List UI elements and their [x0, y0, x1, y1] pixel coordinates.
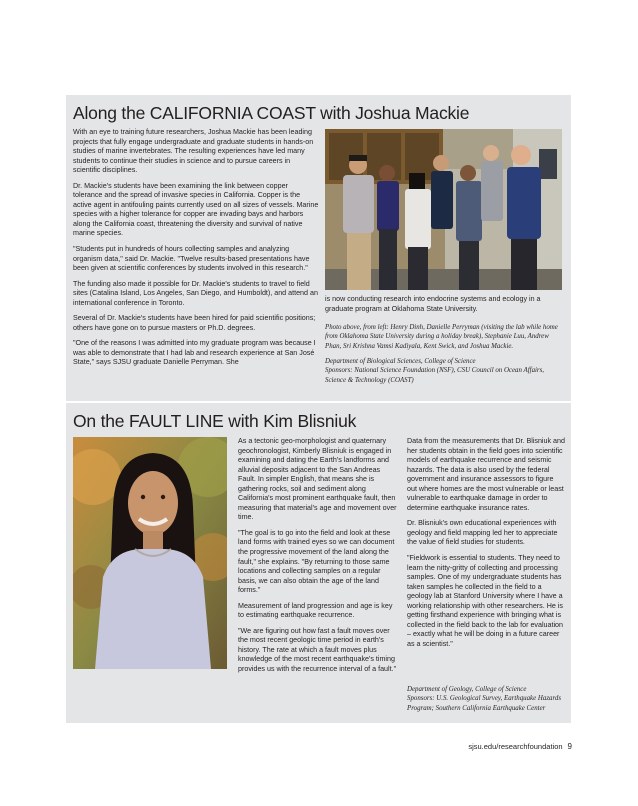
article-body-fault-col2: [407, 437, 565, 655]
department-line: Department of Geology, College of Science: [407, 686, 527, 693]
group-photo-image: [325, 129, 562, 290]
continuation-text: is now conducting research into endocrine systems and ecology in a graduate program at Oklahoma State University.: [325, 295, 541, 313]
paragraph: As a tectonic geo-morphologist and quaternary geochronologist, Kimberly Blisniuk is engaged in examining and dating the Earth's landforms and alluvial deposits adjacent to the San Andreas Fault. In simpler English, that means she is gathering rocks, soil and sediment along California's most prominent earthquake fault, then measuring that material's age and movement over time.: [238, 437, 397, 522]
article-title-coast: Along the CALIFORNIA COAST with Joshua Mackie: [73, 103, 470, 123]
credits-coast: [325, 357, 563, 385]
portrait-photo: [73, 437, 227, 669]
page-number: 9: [567, 742, 572, 751]
paragraph: "Fieldwork is essential to students. They need to learn the nitty-gritty of collecting and processing samples. One of my undergraduate students has taken samples he collected in the field to a geology lab at Stanford University where I have a working relationship with other researchers. He is getting firsthand experience with bringing what is collected in the field back to the lab for evaluation – exactly what he will be doing in a future career as a scientist.": [407, 554, 564, 648]
paragraph: Dr. Blisniuk's own educational experiences with geology and field mapping led her to appreciate the value of field studies for students.: [407, 519, 558, 547]
paragraph: "The goal is to go into the field and look at these land forms with trained eyes so we can document the progressive movement of the land along the fault," she explains. "By returning to those same locations and collecting samples on a regular basis, we can also obtain the age of the land forms.": [238, 528, 395, 595]
group-photo: [325, 129, 562, 290]
credits-fault: [407, 685, 565, 713]
paragraph: "Students put in hundreds of hours collecting samples and analyzing organism data," said Dr. Mackie. "Twelve results-based presentations have been given at scientific conferences by students involved in this research.": [73, 245, 310, 273]
portrait-photo-image: [73, 437, 227, 669]
paragraph: "One of the reasons I was admitted into my graduate program was because I was able to demonstrate that I had lab and research experience at San José State," says SJSU graduate Danielle Perryman. She: [73, 339, 316, 367]
sponsors-line: Sponsors: National Science Foundation (NSF), CSU Council on Ocean Affairs, Science & Technology (COAST): [325, 367, 545, 384]
article-body-fault-col1: [238, 437, 398, 681]
article-body-coast: [73, 128, 319, 374]
photo-caption: Photo above, from left: Henry Dinh, Danielle Perryman (visiting the lab while home from Oklahoma State University during a holiday break), Stephanie Luu, Andrew Phan, Sri Krishna Vamsi Kadiyala, Kent Swick, and Joshua Mackie.: [325, 324, 558, 350]
paragraph: "We are figuring out how fast a fault moves over the most recent geologic time period in earth's history. The rate at which a fault moves plus knowledge of the most recent earthquake's timing provides us with the recurrence interval of a fault.": [238, 626, 397, 674]
footer-url: sjsu.edu/researchfoundation: [468, 742, 563, 751]
page-footer: [468, 742, 572, 751]
paragraph: Measurement of land progression and age is key to estimating earthquake recurrence.: [238, 601, 393, 620]
paragraph: Data from the measurements that Dr. Blisniuk and her students obtain in the field goes into scientific models of earthquake recurrence and seismic hazards. The data is also used by the federal government and insurance assessors to figure out where homes are the most vulnerable or least vulnerable to earthquake damage in order to determine earthquake insurance rates.: [407, 437, 565, 512]
paragraph: Dr. Mackie's students have been examining the link between copper tolerance and the spread of invasive species in California. Copper is the active agent in antifouling paints currently used on all sizes of vessels. Marine species with a higher tolerance for copper are invading bays and harbors along the California coast, threatening the diversity and survival of native marine species.: [73, 181, 319, 238]
paragraph: With an eye to training future researchers, Joshua Mackie has been leading projects that fully engage undergraduate and graduate students in hands-on studies of marine invertebrates. The resulting experiences have led many students to continue their studies in science and to pursue careers in scientific disciplines.: [73, 128, 314, 175]
department-line: Department of Biological Sciences, College of Science: [325, 358, 476, 365]
sponsors-line: Sponsors: U.S. Geological Survey, Earthquake Hazards Program; Southern California Earthquake Center: [407, 695, 562, 712]
paragraph: The funding also made it possible for Dr. Mackie's students to travel to field sites (Catalina Island, Los Angeles, San Diego, and Humboldt), and attend an international conference in Toronto.: [73, 279, 318, 307]
article-title-fault: On the FAULT LINE with Kim Blisniuk: [73, 411, 357, 431]
paragraph: Several of Dr. Mackie's students have been hired for paid scientific positions; others have gone on to pursue masters or Ph.D. degrees.: [73, 314, 316, 332]
